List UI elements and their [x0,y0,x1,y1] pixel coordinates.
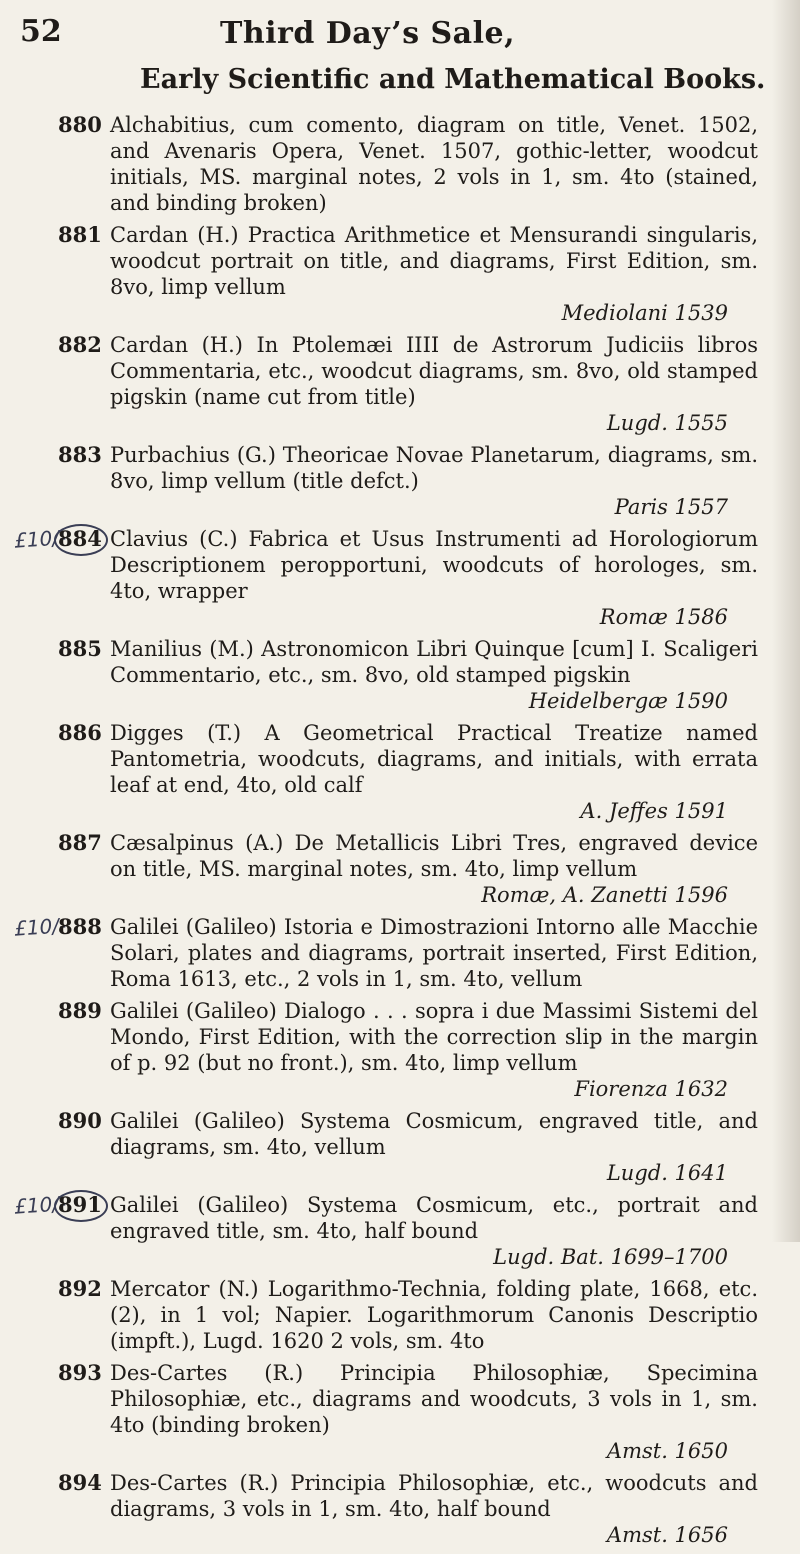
lot-description: Cardan (H.) In Ptolemæi IIII de Astrorum Judiciis libros Commentaria, etc., woodcut diagrams, sm. 8vo, old stamped pigskin (name cut from title) [110,333,758,409]
lot-number: 890 [58,1108,102,1133]
lot-entry [28,1108,758,1186]
lot-entry [28,442,758,520]
section-title: Early Scientific and Mathematical Books. [140,64,766,95]
lot-description: Alchabitius, cum comento, diagram on title, Venet. 1502, and Avenaris Opera, Venet. 1507, gothic-letter, woodcut initials, MS. marginal notes, 2 vols in 1, sm. 4to (stained, and binding broken) [110,113,758,215]
lot-description: Des-Cartes (R.) Principia Philosophiæ, etc., woodcuts and diagrams, 3 vols in 1, sm. 4to, half bound [110,1471,758,1521]
lot-imprint: Romæ 1586 [599,605,728,629]
lot-imprint: Amst. 1650 [606,1439,728,1463]
lot-entry [13,525,758,630]
lot-description: Galilei (Galileo) Systema Cosmicum, engraved title, and diagrams, sm. 4to, vellum [110,1109,758,1159]
lot-description: Galilei (Galileo) Systema Cosmicum, etc., portrait and engraved title, sm. 4to, half bound [110,1193,758,1243]
page-edge-shadow [772,0,800,1242]
lot-imprint: Lugd. 1555 [606,411,728,435]
lot-imprint: Lugd. 1641 [606,1161,728,1185]
lot-description: Cardan (H.) Practica Arithmetice et Mensurandi singularis, woodcut portrait on title, and diagrams, First Edition, sm. 8vo, limp vellum [110,223,758,299]
lot-number: 880 [58,112,102,137]
lot-entry [28,1360,758,1464]
lot-entry [28,720,758,824]
lot-description: Galilei (Galileo) Istoria e Dimostrazioni Intorno alle Macchie Solari, plates and diagrams, portrait inserted, First Edition, Roma 1613, etc., 2 vols in 1, sm. 4to, vellum [110,915,758,991]
lot-entry [28,222,758,326]
lot-number: 885 [58,636,102,661]
lot-imprint: Romæ, A. Zanetti 1596 [481,883,728,907]
lot-number: 882 [58,332,102,357]
lot-entry [13,913,758,992]
lot-number: 887 [58,830,102,855]
lot-imprint: Amst. 1656 [606,1523,728,1547]
lot-number: 889 [58,998,102,1023]
lot-number: 883 [58,442,102,467]
lot-number: 886 [58,720,102,745]
lot-description: Purbachius (G.) Theoricae Novae Planetarum, diagrams, sm. 8vo, limp vellum (title defct.) [110,443,758,493]
lot-imprint: A. Jeffes 1591 [580,799,728,823]
handwritten-price-annotation: £10/- [13,525,67,553]
lot-description: Clavius (C.) Fabrica et Usus Instrumenti ad Horologiorum Descriptionem peropportuni, woodcuts of horologes, sm. 4to, wrapper [110,527,758,603]
lot-imprint: Mediolani 1539 [561,301,728,325]
lot-entry [28,112,758,216]
lot-entry [28,1276,758,1354]
lot-list [13,112,758,1554]
lot-imprint: Heidelbergæ 1590 [528,689,728,713]
lot-imprint: Lugd. Bat. 1699–1700 [493,1245,728,1269]
lot-number: 894 [58,1470,102,1495]
handwritten-price-annotation: £10/- [13,913,67,941]
lot-imprint: Fiorenza 1632 [574,1077,728,1101]
lot-entry [28,636,758,714]
lot-entry [28,830,758,908]
lot-entry [13,1191,758,1270]
lot-number: 893 [58,1360,102,1385]
lot-description: Digges (T.) A Geometrical Practical Treatize named Pantometria, woodcuts, diagrams, and initials, with errata leaf at end, 4to, old calf [110,721,758,797]
lot-entry [28,332,758,436]
lot-imprint: Paris 1557 [614,495,728,519]
lot-description: Cæsalpinus (A.) De Metallicis Libri Tres, engraved device on title, MS. marginal notes, sm. 4to, limp vellum [110,831,758,881]
handwritten-price-annotation: £10/- [13,1191,67,1219]
page-header [20,12,760,52]
page-number: 52 [20,14,62,49]
lot-entry [28,998,758,1102]
lot-description: Manilius (M.) Astronomicon Libri Quinque [cum] I. Scaligeri Commentario, etc., sm. 8vo, old stamped pigskin [110,637,758,687]
lot-number: 888 [58,914,102,939]
lot-number: 881 [58,222,102,247]
lot-number: 884 [58,526,102,551]
lot-number: 891 [58,1192,102,1217]
lot-description: Mercator (N.) Logarithmo-Technia, folding plate, 1668, etc. (2), in 1 vol; Napier. Logarithmorum Canonis Descriptio (impft.), Lugd. 1620 2 vols, sm. 4to [110,1277,758,1353]
lot-description: Des-Cartes (R.) Principia Philosophiæ, Specimina Philosophiæ, etc., diagrams and woodcuts, 3 vols in 1, sm. 4to (binding broken) [110,1361,758,1437]
lot-number: 892 [58,1276,102,1301]
lot-description: Galilei (Galileo) Dialogo . . . sopra i due Massimi Sistemi del Mondo, First Edition, with the correction slip in the margin of p. 92 (but no front.), sm. 4to, limp vellum [110,999,758,1075]
running-title: Third Day’s Sale, [220,16,516,51]
lot-entry [28,1470,758,1548]
